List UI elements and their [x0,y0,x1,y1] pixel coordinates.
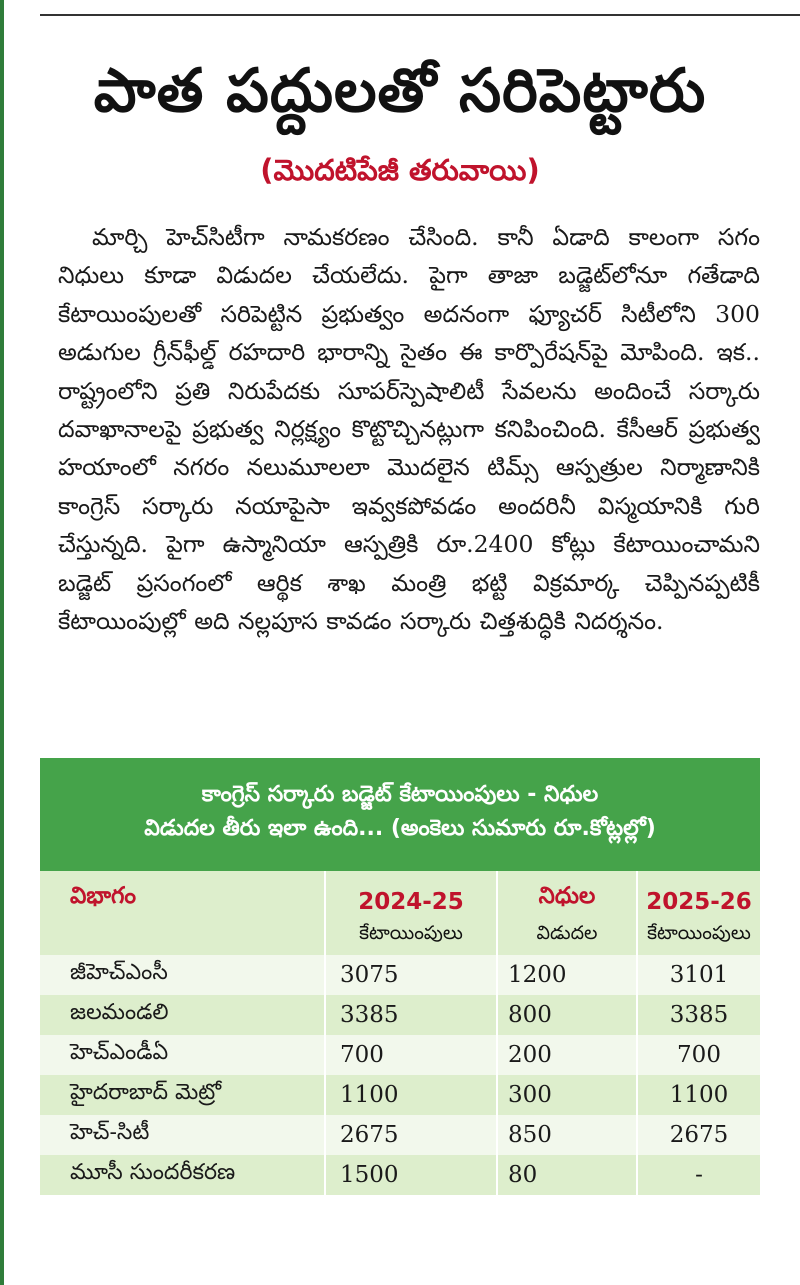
cell-funds-released: 200 [497,1035,637,1075]
table-header-row [40,871,760,915]
col-header-department: విభాగం [40,871,325,915]
cell-2025-26-allocation: 3385 [637,995,760,1035]
budget-table [40,871,760,1195]
table-row [40,1075,760,1115]
cell-2024-25-allocation: 1500 [325,1155,497,1195]
col-header-release: నిధుల [497,871,637,915]
col-header-2024-25: 2024-25 [325,871,497,915]
table-row [40,1115,760,1155]
headline: పాత పద్దులతో సరిపెట్టారు [93,56,707,126]
cell-funds-released: 800 [497,995,637,1035]
left-border [0,0,4,1285]
col-subheader-2025-26: కేటాయింపులు [637,915,760,955]
table-title-line-2: విడుదల తీరు ఇలా ఉంది... (అంకెలు సుమారు రూ.కోట్లల్లో) [144,816,656,841]
cell-2024-25-allocation: 1100 [325,1075,497,1115]
cell-funds-released: 850 [497,1115,637,1155]
cell-funds-released: 80 [497,1155,637,1195]
article-body: మార్చి హెచ్‌సిటీగా నామకరణం చేసింది. కానీ ఏడాది కాలంగా సగం నిధులు కూడా విడుదల చేయలేదు. పైగా తాజా బడ్జెట్‌లోనూ గతేడాది కేటాయింపులతో సరిపెట్టిన ప్రభుత్వం అదనంగా ఫ్యూచర్ సిటీలోని 300 అడుగుల గ్రీన్‌ఫీల్డ్ రహదారి భారాన్ని సైతం ఈ కార్పొరేషన్‌పై మోపింది. ఇక.. రాష్ట్రంలోని ప్రతి నిరుపేదకు సూపర్‌స్పెషాలిటీ సేవలను అందించే సర్కారు దవాఖానాలపై ప్రభుత్వ నిర్లక్ష్యం కొట్టొచ్చినట్లుగా కనిపించింది. కేసీఆర్ ప్రభుత్వ హయాంలో నగరం నలుమూలలా మొదలైన టిమ్స్ ఆస్పత్రుల నిర్మాణానికి కాంగ్రెస్ సర్కారు నయాపైసా ఇవ్వకపోవడం అందరినీ విస్మయానికి గురి చేస్తున్నది. పైగా ఉస్మానియా ఆస్పత్రికి రూ.2400 కోట్లు కేటాయించామని బడ్జెట్ ప్రసంగంలో ఆర్థిక శాఖ మంత్రి భట్టి విక్రమార్క చెప్పినప్పటికీ కేటాయింపుల్లో అది నల్లపూస కావడం సర్కారు చిత్తశుద్ధికి నిదర్శనం. [58,223,760,636]
cell-department: హైదరాబాద్ మెట్రో [40,1075,325,1115]
cell-department: జలమండలి [40,995,325,1035]
cell-2025-26-allocation: 2675 [637,1115,760,1155]
cell-2024-25-allocation: 3075 [325,955,497,995]
cell-department: హెచ్ఎండీఏ [40,1035,325,1075]
table-row [40,955,760,995]
table-subheader-row [40,915,760,955]
cell-2024-25-allocation: 2675 [325,1115,497,1155]
cell-department: మూసీ సుందరీకరణ [40,1155,325,1195]
table-row [40,995,760,1035]
col-header-2025-26: 2025-26 [637,871,760,915]
col-subheader-release: విడుదల [497,915,637,955]
table-title-line-1: కాంగ్రెస్ సర్కారు బడ్జెట్ కేటాయింపులు - నిధుల [201,782,599,807]
top-divider [40,14,800,16]
col-subheader-2024-25: కేటాయింపులు [325,915,497,955]
cell-funds-released: 1200 [497,955,637,995]
cell-2025-26-allocation: 1100 [637,1075,760,1115]
cell-2024-25-allocation: 3385 [325,995,497,1035]
budget-table-box [40,758,760,1260]
table-row [40,1035,760,1075]
table-row [40,1155,760,1195]
cell-funds-released: 300 [497,1075,637,1115]
cell-2025-26-allocation: 700 [637,1035,760,1075]
cell-2025-26-allocation: 3101 [637,955,760,995]
subheadline: (మొదటిపేజీ తరువాయి) [260,153,540,187]
cell-2025-26-allocation: - [637,1155,760,1195]
cell-department: హెచ్-సిటీ [40,1115,325,1155]
cell-department: జీహెచ్‌ఎంసీ [40,955,325,995]
table-title [40,758,760,871]
cell-2024-25-allocation: 700 [325,1035,497,1075]
